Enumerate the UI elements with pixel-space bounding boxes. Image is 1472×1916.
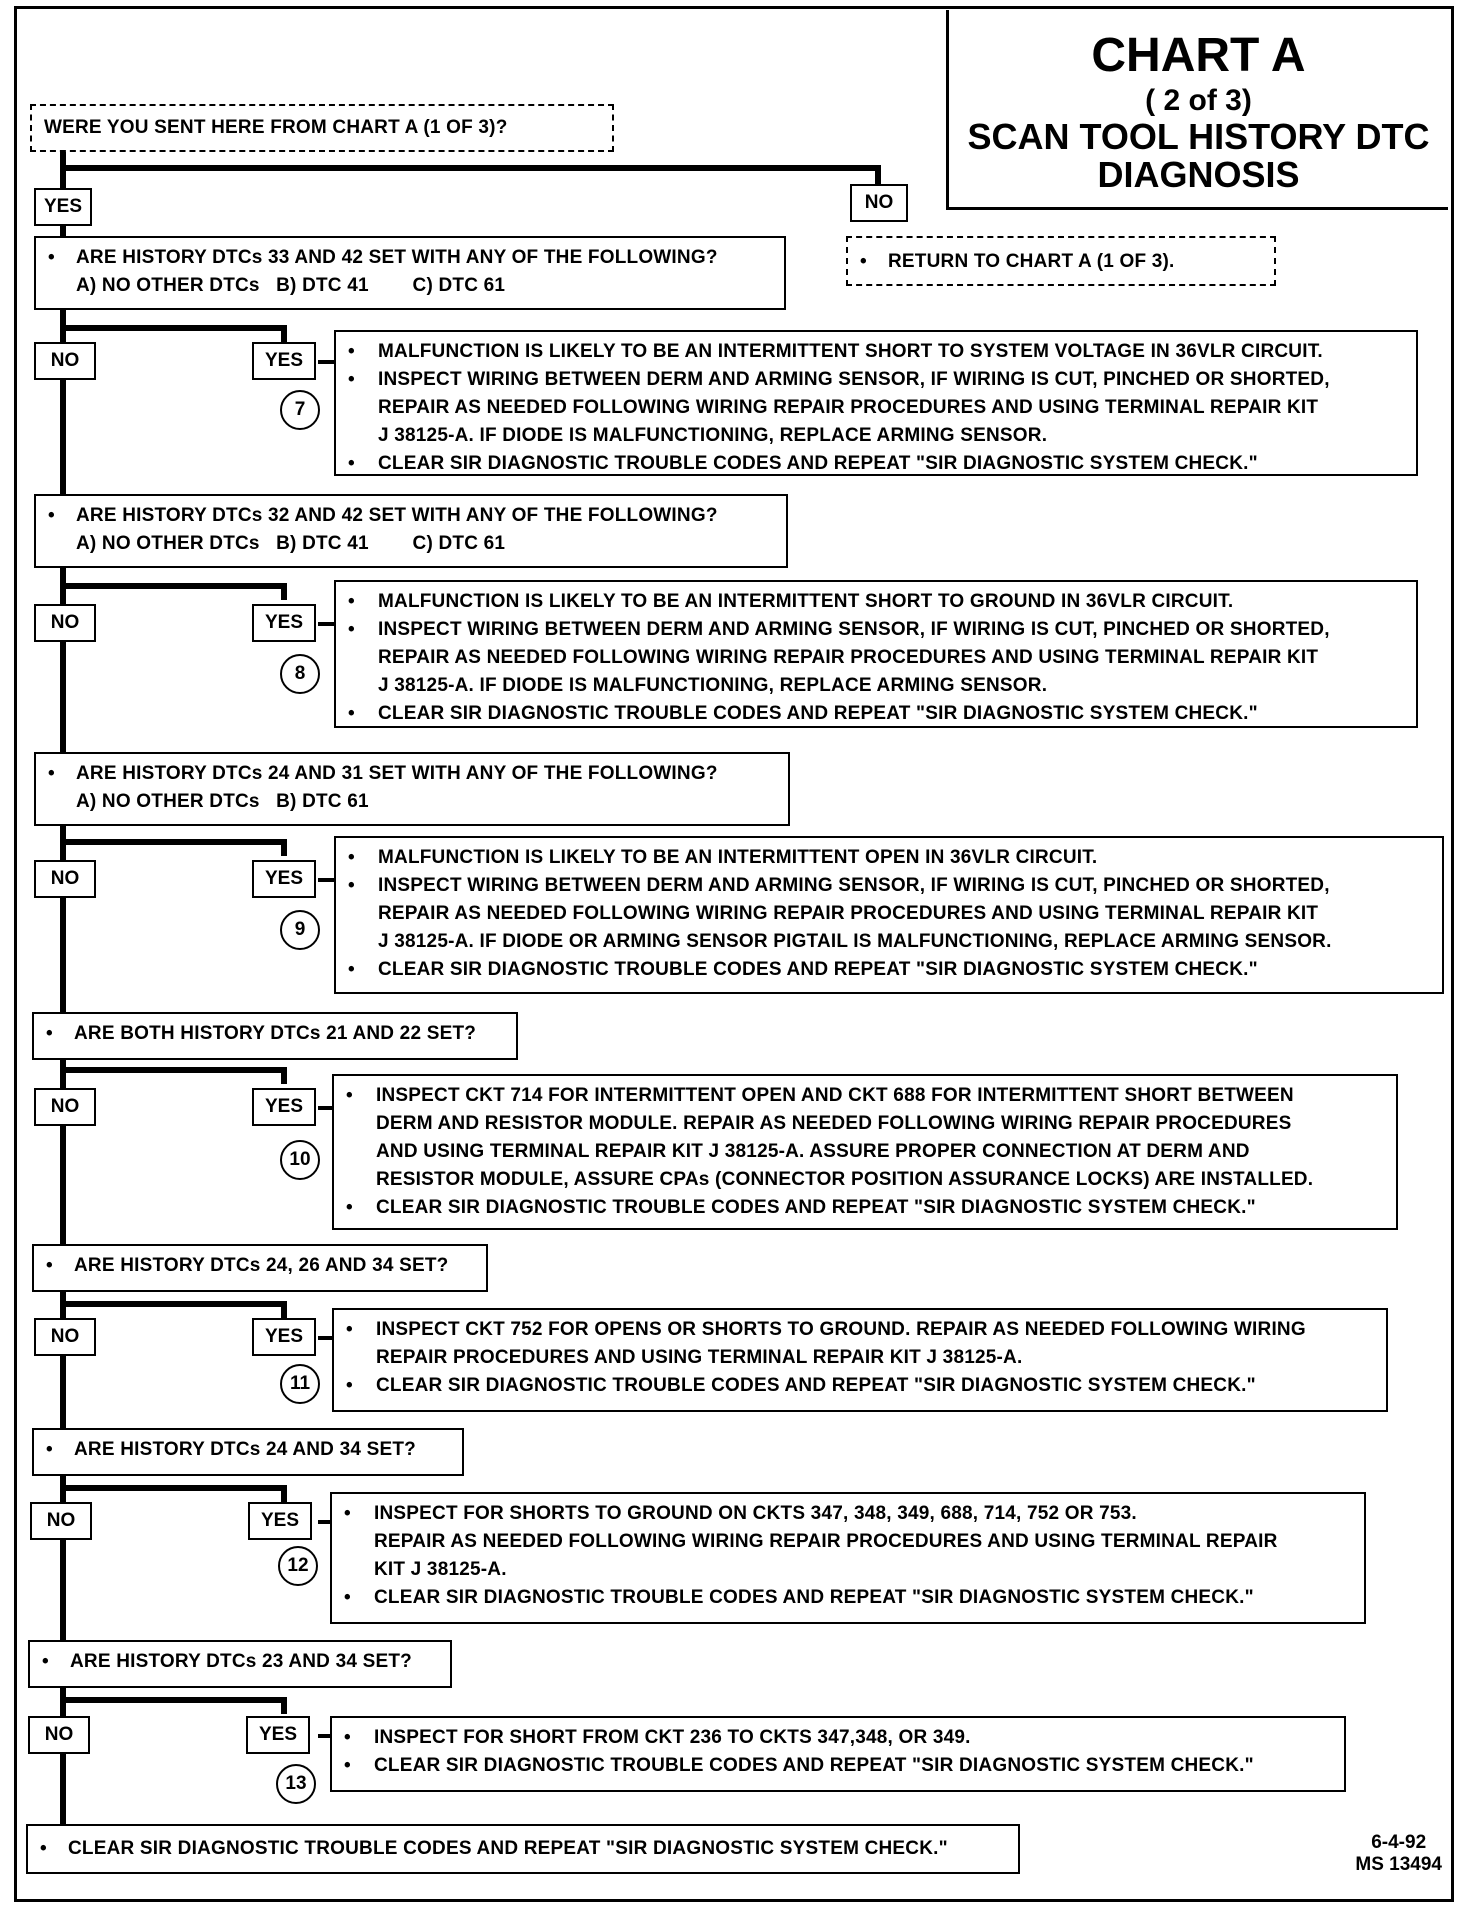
action-text: J 38125-A. IF DIODE IS MALFUNCTIONING, REPLACE ARMING SENSOR.	[378, 675, 1048, 696]
bullet: •	[348, 847, 355, 868]
footer-code: MS 13494	[1355, 1854, 1442, 1875]
start-yes-label: YES	[34, 188, 92, 226]
bullet: •	[348, 591, 355, 612]
start-question: WERE YOU SENT HERE FROM CHART A (1 OF 3)?	[44, 117, 508, 138]
action-text: J 38125-A. IF DIODE OR ARMING SENSOR PIGTAIL IS MALFUNCTIONING, REPLACE ARMING SENSOR.	[378, 931, 1332, 952]
action-text: CLEAR SIR DIAGNOSTIC TROUBLE CODES AND REPEAT "SIR DIAGNOSTIC SYSTEM CHECK."	[378, 703, 1258, 724]
bullet: •	[860, 251, 867, 272]
chart-part: ( 2 of 3)	[1145, 84, 1252, 117]
action-text: INSPECT WIRING BETWEEN DERM AND ARMING SENSOR, IF WIRING IS CUT, PINCHED OR SHORTED,	[378, 369, 1330, 390]
bullet: •	[348, 875, 355, 896]
action-text: REPAIR PROCEDURES AND USING TERMINAL REPAIR KIT J 38125-A.	[376, 1347, 1023, 1368]
bullet: •	[40, 1838, 47, 1859]
question-options: A) NO OTHER DTCs B) DTC 41 C) DTC 61	[76, 275, 506, 296]
action-box-11	[332, 1308, 1388, 1412]
bullet: •	[348, 453, 355, 474]
question-text: ARE HISTORY DTCs 33 AND 42 SET WITH ANY OF THE FOLLOWING?	[76, 247, 718, 268]
bullet: •	[344, 1503, 351, 1524]
yes-label: YES	[252, 1318, 316, 1356]
footer	[1355, 1832, 1442, 1876]
question-box-8	[34, 494, 788, 568]
action-text: INSPECT WIRING BETWEEN DERM AND ARMING SENSOR, IF WIRING IS CUT, PINCHED OR SHORTED,	[378, 619, 1330, 640]
chart-subtitle-line2: DIAGNOSIS	[1097, 154, 1300, 195]
question-text: ARE HISTORY DTCs 24, 26 AND 34 SET?	[74, 1255, 449, 1276]
action-box-13	[330, 1716, 1346, 1792]
footer-date: 6-4-92	[1371, 1832, 1427, 1853]
question-box-12	[32, 1428, 464, 1476]
bullet: •	[348, 703, 355, 724]
yes-label: YES	[246, 1716, 310, 1754]
question-box-13	[28, 1640, 452, 1688]
action-box-10	[332, 1074, 1398, 1230]
question-text: ARE BOTH HISTORY DTCs 21 AND 22 SET?	[74, 1023, 477, 1044]
step-number-7: 7	[280, 390, 320, 430]
action-text: CLEAR SIR DIAGNOSTIC TROUBLE CODES AND REPEAT "SIR DIAGNOSTIC SYSTEM CHECK."	[376, 1197, 1256, 1218]
step-number-10: 10	[280, 1140, 320, 1180]
yes-label: YES	[252, 342, 316, 380]
no-label: NO	[30, 1502, 92, 1540]
step-number-13: 13	[276, 1764, 316, 1804]
question-options: A) NO OTHER DTCs B) DTC 61	[76, 791, 369, 812]
action-text: REPAIR AS NEEDED FOLLOWING WIRING REPAIR PROCEDURES AND USING TERMINAL REPAIR	[374, 1531, 1278, 1552]
yes-label: YES	[252, 604, 316, 642]
action-text: MALFUNCTION IS LIKELY TO BE AN INTERMITTENT SHORT TO GROUND IN 36VLR CIRCUIT.	[378, 591, 1234, 612]
action-text: J 38125-A. IF DIODE IS MALFUNCTIONING, REPLACE ARMING SENSOR.	[378, 425, 1048, 446]
chart-title-block	[946, 10, 1448, 210]
action-text: CLEAR SIR DIAGNOSTIC TROUBLE CODES AND REPEAT "SIR DIAGNOSTIC SYSTEM CHECK."	[376, 1375, 1256, 1396]
step-number-12: 12	[278, 1546, 318, 1586]
bullet: •	[346, 1375, 353, 1396]
action-box-12	[330, 1492, 1366, 1624]
action-text: INSPECT FOR SHORT FROM CKT 236 TO CKTS 347,348, OR 349.	[374, 1727, 971, 1748]
chart-subtitle-line1: SCAN TOOL HISTORY DTC	[967, 116, 1430, 157]
bullet: •	[48, 247, 55, 268]
step-number-9: 9	[280, 910, 320, 950]
step-number-11: 11	[280, 1364, 320, 1404]
bullet: •	[46, 1439, 53, 1460]
yes-label: YES	[252, 860, 316, 898]
no-label: NO	[28, 1716, 90, 1754]
start-question-box	[30, 104, 614, 152]
action-text: INSPECT FOR SHORTS TO GROUND ON CKTS 347, 348, 349, 688, 714, 752 OR 753.	[374, 1503, 1137, 1524]
action-text: CLEAR SIR DIAGNOSTIC TROUBLE CODES AND REPEAT "SIR DIAGNOSTIC SYSTEM CHECK."	[374, 1587, 1254, 1608]
action-text: INSPECT WIRING BETWEEN DERM AND ARMING SENSOR, IF WIRING IS CUT, PINCHED OR SHORTED,	[378, 875, 1330, 896]
yes-label: YES	[252, 1088, 316, 1126]
action-box-9	[334, 836, 1444, 994]
bullet: •	[46, 1255, 53, 1276]
action-text: KIT J 38125-A.	[374, 1559, 507, 1580]
action-text: REPAIR AS NEEDED FOLLOWING WIRING REPAIR PROCEDURES AND USING TERMINAL REPAIR KIT	[378, 647, 1319, 668]
question-box-11	[32, 1244, 488, 1292]
question-box-7	[34, 236, 786, 310]
question-text: ARE HISTORY DTCs 23 AND 34 SET?	[70, 1651, 412, 1672]
bullet: •	[348, 369, 355, 390]
bullet: •	[344, 1587, 351, 1608]
return-box	[846, 236, 1276, 286]
no-label: NO	[34, 604, 96, 642]
no-label: NO	[34, 342, 96, 380]
bullet: •	[346, 1319, 353, 1340]
action-text: CLEAR SIR DIAGNOSTIC TROUBLE CODES AND REPEAT "SIR DIAGNOSTIC SYSTEM CHECK."	[378, 453, 1258, 474]
action-text: MALFUNCTION IS LIKELY TO BE AN INTERMITTENT SHORT TO SYSTEM VOLTAGE IN 36VLR CIRCUIT.	[378, 341, 1323, 362]
chart-title: CHART A	[1091, 29, 1306, 82]
bullet: •	[42, 1651, 49, 1672]
bullet: •	[46, 1023, 53, 1044]
action-box-8	[334, 580, 1418, 728]
action-text: REPAIR AS NEEDED FOLLOWING WIRING REPAIR PROCEDURES AND USING TERMINAL REPAIR KIT	[378, 397, 1319, 418]
bullet: •	[344, 1727, 351, 1748]
no-label: NO	[34, 1088, 96, 1126]
bullet: •	[48, 505, 55, 526]
no-label: NO	[34, 1318, 96, 1356]
question-text: ARE HISTORY DTCs 32 AND 42 SET WITH ANY OF THE FOLLOWING?	[76, 505, 718, 526]
action-text: INSPECT CKT 752 FOR OPENS OR SHORTS TO GROUND. REPAIR AS NEEDED FOLLOWING WIRING	[376, 1319, 1306, 1340]
bullet: •	[346, 1085, 353, 1106]
question-box-10	[32, 1012, 518, 1060]
final-action: CLEAR SIR DIAGNOSTIC TROUBLE CODES AND REPEAT "SIR DIAGNOSTIC SYSTEM CHECK."	[68, 1838, 948, 1859]
action-text: CLEAR SIR DIAGNOSTIC TROUBLE CODES AND REPEAT "SIR DIAGNOSTIC SYSTEM CHECK."	[374, 1755, 1254, 1776]
bullet: •	[346, 1197, 353, 1218]
action-text: AND USING TERMINAL REPAIR KIT J 38125-A. ASSURE PROPER CONNECTION AT DERM AND	[376, 1141, 1250, 1162]
action-text: CLEAR SIR DIAGNOSTIC TROUBLE CODES AND REPEAT "SIR DIAGNOSTIC SYSTEM CHECK."	[378, 959, 1258, 980]
question-text: ARE HISTORY DTCs 24 AND 31 SET WITH ANY OF THE FOLLOWING?	[76, 763, 718, 784]
final-action-box	[26, 1824, 1020, 1874]
no-label: NO	[34, 860, 96, 898]
bullet: •	[344, 1755, 351, 1776]
action-text: DERM AND RESISTOR MODULE. REPAIR AS NEEDED FOLLOWING WIRING REPAIR PROCEDURES	[376, 1113, 1292, 1134]
action-text: RESISTOR MODULE, ASSURE CPAs (CONNECTOR POSITION ASSURANCE LOCKS) ARE INSTALLED.	[376, 1169, 1314, 1190]
action-box-7	[334, 330, 1418, 476]
action-text: INSPECT CKT 714 FOR INTERMITTENT OPEN AND CKT 688 FOR INTERMITTENT SHORT BETWEEN	[376, 1085, 1294, 1106]
start-no-label: NO	[850, 184, 908, 222]
action-text: REPAIR AS NEEDED FOLLOWING WIRING REPAIR PROCEDURES AND USING TERMINAL REPAIR KIT	[378, 903, 1319, 924]
step-number-8: 8	[280, 654, 320, 694]
bullet: •	[48, 763, 55, 784]
bullet: •	[348, 959, 355, 980]
question-text: ARE HISTORY DTCs 24 AND 34 SET?	[74, 1439, 416, 1460]
yes-label: YES	[248, 1502, 312, 1540]
action-text: MALFUNCTION IS LIKELY TO BE AN INTERMITTENT OPEN IN 36VLR CIRCUIT.	[378, 847, 1098, 868]
bullet: •	[348, 619, 355, 640]
question-box-9	[34, 752, 790, 826]
bullet: •	[348, 341, 355, 362]
return-action: RETURN TO CHART A (1 OF 3).	[888, 251, 1175, 272]
question-options: A) NO OTHER DTCs B) DTC 41 C) DTC 61	[76, 533, 506, 554]
